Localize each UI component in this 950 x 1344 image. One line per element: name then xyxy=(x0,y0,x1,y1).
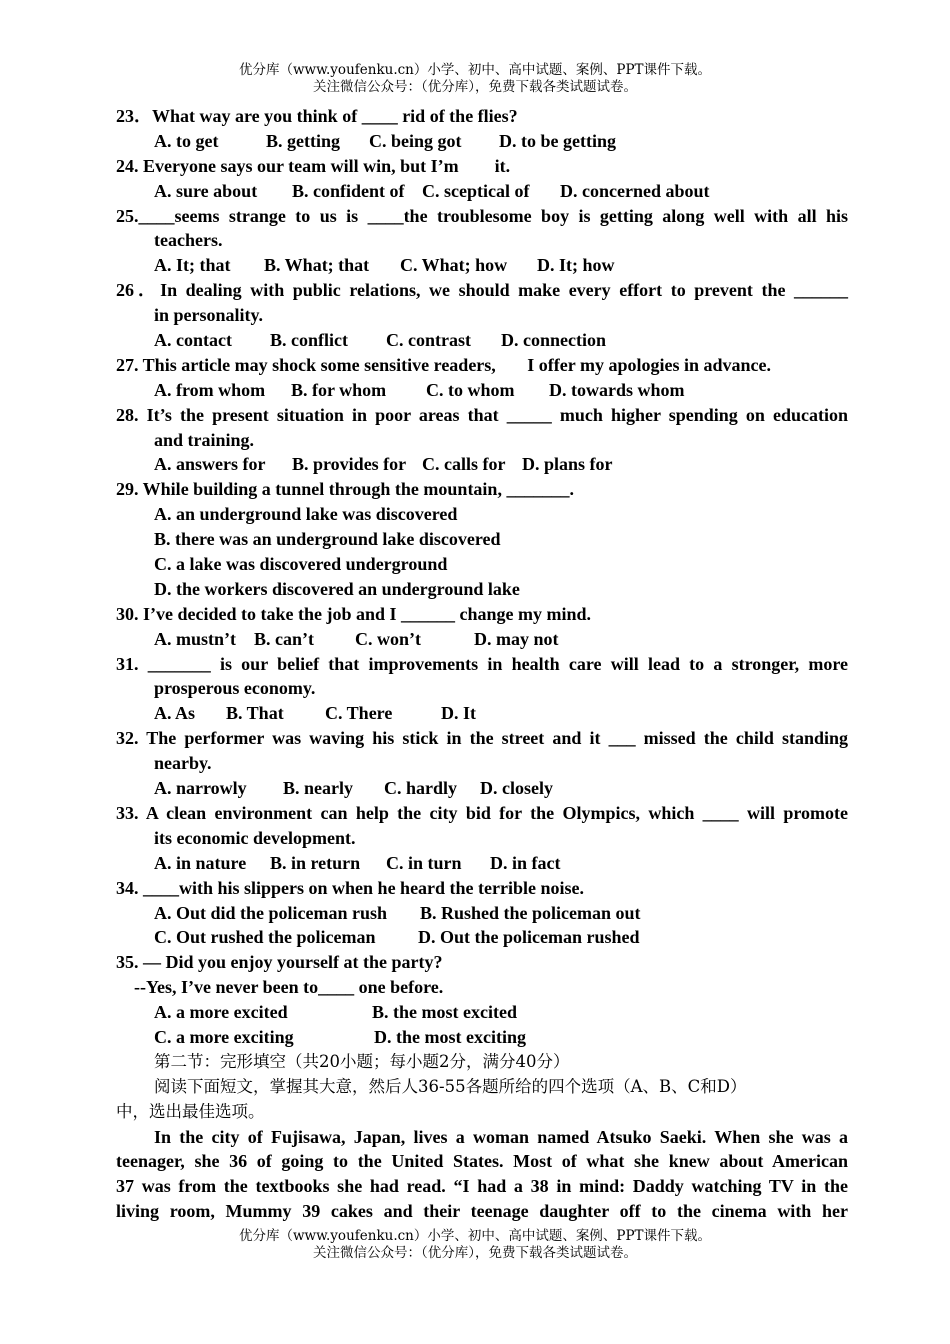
option-d: D. may not xyxy=(474,628,559,649)
question-stem-continued: its economic development. xyxy=(154,827,356,848)
option-c: C. a lake was discovered underground xyxy=(154,554,448,575)
question-stem: 29. While building a tunnel through the mountain, _______. xyxy=(116,479,574,500)
options-row xyxy=(116,627,848,652)
option-c: C. sceptical of xyxy=(422,180,530,201)
page-header xyxy=(0,62,950,96)
option-a: A. from whom xyxy=(154,379,266,400)
section-instructions-continued: 中，选出最佳选项。 xyxy=(116,1101,265,1121)
option-d: D. connection xyxy=(501,330,606,351)
options-row xyxy=(116,179,848,204)
option-d: D. It; how xyxy=(537,255,615,276)
question-stem-continued: in personality. xyxy=(154,305,264,326)
question-stem-continued: prosperous economy. xyxy=(154,678,316,699)
option-b: B. confident of xyxy=(292,180,405,201)
question-stem: 30. I’ve decided to take the job and I ______ change my mind. xyxy=(116,603,592,624)
option-c: C. contrast xyxy=(386,330,471,351)
header-line-1: 优分库（www.youfenku.cn）小学、初中、高中试题、案例、PPT课件下载。 xyxy=(238,62,712,78)
question-stem: 24. Everyone says our team will win, but I’m it. xyxy=(116,155,511,176)
header-line-2: 关注微信公众号：（优分库），免费下载各类试题试卷。 xyxy=(313,79,637,95)
footer-line-1: 优分库（www.youfenku.cn）小学、初中、高中试题、案例、PPT课件下载。 xyxy=(238,1228,712,1244)
options-row xyxy=(116,1025,848,1050)
option-c: C. to whom xyxy=(426,379,515,400)
option-d: D. to be getting xyxy=(499,130,616,151)
option-c: C. Out rushed the policeman xyxy=(154,927,376,948)
passage-line: teenager, she 36 of going to the United States. Most of what she knew about American xyxy=(116,1151,848,1172)
option-d: D. concerned about xyxy=(560,180,710,201)
footer-line-2: 关注微信公众号：（优分库），免费下载各类试题试卷。 xyxy=(313,1245,637,1261)
option-c: C. What; how xyxy=(400,255,508,276)
options-row xyxy=(116,776,848,801)
option-d: D. the workers discovered an underground lake xyxy=(154,578,520,599)
question-stem: 25.____seems strange to us is ____the troublesome boy is getting along well with all his xyxy=(116,205,848,226)
option-c: C. There xyxy=(325,703,393,724)
option-b: B. provides for xyxy=(292,454,407,475)
section-instructions: 阅读下面短文，掌握其大意，然后人36-55各题所给的四个选项（A、B、C和D） xyxy=(154,1076,747,1096)
option-b: B. getting xyxy=(266,130,340,151)
option-d: D. closely xyxy=(480,778,553,799)
option-c: C. hardly xyxy=(384,778,458,799)
option-d: D. towards whom xyxy=(549,379,685,400)
option-b: B. the most excited xyxy=(372,1002,517,1023)
option-d: D. Out the policeman rushed xyxy=(418,927,640,948)
option-b: B. there was an underground lake discovered xyxy=(154,529,501,550)
option-a: A. As xyxy=(154,703,196,724)
passage-line: 37 was from the textbooks she had read. “I had a 38 in mind: Daddy watching TV in the xyxy=(116,1176,848,1197)
option-c: C. being got xyxy=(369,130,462,151)
options-row xyxy=(116,452,848,477)
option-a: A. in nature xyxy=(154,852,247,873)
question-stem: 32. The performer was waving his stick in the street and it ___ missed the child standing xyxy=(116,728,848,749)
options-row xyxy=(116,901,848,926)
question-stem-continued: teachers. xyxy=(154,230,223,251)
option-a: A. narrowly xyxy=(154,778,247,799)
option-c: C. in turn xyxy=(386,852,462,873)
option-a: A. answers for xyxy=(154,454,266,475)
question-stem: 31. _______ is our belief that improvements in health care will lead to a stronger, more xyxy=(116,653,848,674)
question-stem: 34. ____with his slippers on when he heard the terrible noise. xyxy=(116,877,585,898)
option-b: B. for whom xyxy=(291,379,387,400)
question-stem: 33. A clean environment can help the city bid for the Olympics, which ____ will promote xyxy=(116,802,848,823)
option-b: B. can’t xyxy=(254,628,314,649)
question-stem-continued: nearby. xyxy=(154,753,212,774)
option-a: A. to get xyxy=(154,130,219,151)
option-b: B. nearly xyxy=(283,778,353,799)
options-row xyxy=(116,328,848,353)
options-row xyxy=(116,129,848,154)
option-c: C. calls for xyxy=(422,454,506,475)
option-b: B. conflict xyxy=(270,330,348,351)
question-stem: 35. — Did you enjoy yourself at the party? xyxy=(116,952,443,973)
option-a: A. a more excited xyxy=(154,1002,288,1023)
options-row xyxy=(116,1000,848,1025)
option-b: B. What; that xyxy=(264,255,370,276)
option-d: D. plans for xyxy=(522,454,613,475)
option-a: A. contact xyxy=(154,330,232,351)
question-stem-continued: and training. xyxy=(154,429,255,450)
passage-line: In the city of Fujisawa, Japan, lives a woman named Atsuko Saeki. When she was a xyxy=(154,1126,848,1147)
options-row xyxy=(116,925,848,950)
question-stem: 27. This article may shock some sensitive readers, I offer my apologies in advance. xyxy=(116,354,771,375)
exam-content xyxy=(116,104,848,1224)
option-a: A. Out did the policeman rush xyxy=(154,902,388,923)
option-c: C. won’t xyxy=(355,628,421,649)
question-stem: 23．What way are you think of ____ rid of the flies? xyxy=(116,106,518,126)
option-b: B. That xyxy=(226,703,284,724)
question-stem: 28. It’s the present situation in poor areas that _____ much higher spending on education xyxy=(116,404,848,425)
option-b: B. in return xyxy=(270,852,361,873)
option-d: D. It xyxy=(441,703,476,724)
options-row xyxy=(116,851,848,876)
option-a: A. sure about xyxy=(154,180,258,201)
option-b: B. Rushed the policeman out xyxy=(420,902,641,923)
question-reply: --Yes, I’ve never been to____ one before. xyxy=(134,977,444,998)
options-row xyxy=(116,253,848,278)
option-a: A. an underground lake was discovered xyxy=(154,504,458,525)
options-row xyxy=(116,701,848,726)
passage-line: living room, Mummy 39 cakes and their teenage daughter off to the cinema with her xyxy=(116,1201,848,1222)
option-a: A. It; that xyxy=(154,255,231,276)
option-d: D. in fact xyxy=(490,852,561,873)
section-title: 第二节：完形填空（共20小题；每小题2分，满分40分） xyxy=(154,1051,570,1071)
option-d: D. the most exciting xyxy=(374,1026,526,1047)
question-stem: 26．In dealing with public relations, we should make every effort to prevent the ______ xyxy=(116,280,848,301)
page-footer xyxy=(0,1228,950,1262)
option-a: A. mustn’t xyxy=(154,628,237,649)
options-row xyxy=(116,378,848,403)
option-c: C. a more exciting xyxy=(154,1026,294,1047)
